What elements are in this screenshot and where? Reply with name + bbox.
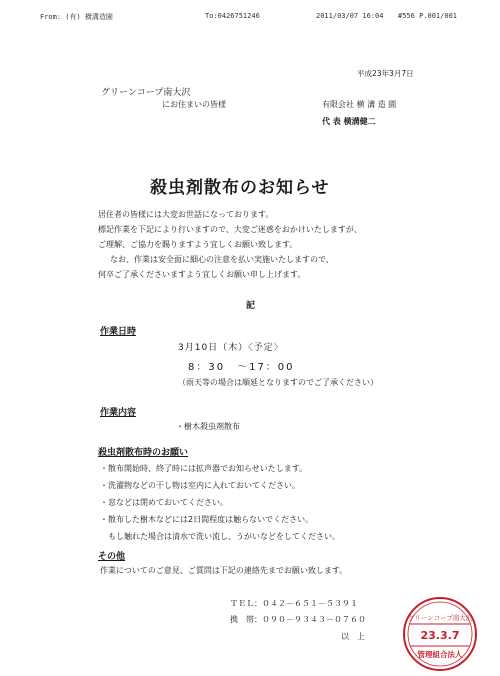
sender-company: 有限会社 横 溝 造 園: [322, 100, 397, 109]
schedule-note: （雨天等の場合は順延となりますのでご了承ください）: [178, 378, 378, 387]
stamp-line-1: グリーンコープ南大沢: [407, 614, 473, 622]
intro-line-3: ご理解、ご協力を賜りますよう宜しくお願い致します。: [98, 240, 298, 249]
management-association-stamp: [402, 596, 478, 672]
intro-line-4: なお、作業は安全面に細心の注意を払い実施いたしますので、: [110, 255, 334, 264]
request-item-3: ・窓などは閉めておいてください。: [100, 498, 228, 507]
fax-from: From: (有) 横溝造園: [40, 13, 113, 21]
fax-datetime: 2011/03/07 16:04: [316, 12, 384, 20]
request-item-1: ・散布開始時、終了時には拡声器でお知らせいたします。: [100, 464, 308, 473]
intro-line-5: 何卒ご了承くださいますよう宜しくお願い申し上げます。: [98, 270, 306, 279]
schedule-heading: 作業日時: [100, 327, 137, 337]
other-text: 作業についてのご意見、ご質問は下記の連絡先までお願い致します。: [100, 566, 348, 575]
stamp-seal-icon: [402, 596, 478, 672]
ki-heading: 記: [246, 301, 256, 311]
schedule-date: 3月10日（木）〈予定〉: [178, 343, 284, 353]
fax-to: To:0426751246: [205, 12, 260, 20]
contact-mobile: 携 帯：０９０－９３４３－０７６０: [230, 615, 366, 624]
requests-heading: 殺虫剤散布時のお願い: [98, 448, 189, 458]
document-date: 平成23年3月7日: [357, 69, 414, 78]
fax-page: #556 P.001/001: [398, 12, 458, 20]
work-item: ・樹木殺虫剤散布: [176, 422, 240, 431]
recipient-greeting: にお住まいの皆様: [162, 100, 226, 109]
stamp-line-2: 23.3.7: [420, 629, 460, 642]
request-item-4: ・散布した樹木などには2日間程度は触らないでください。: [100, 515, 314, 524]
other-heading: その他: [98, 552, 126, 562]
request-item-5: もし触れた場合は清水で洗い流し、うがいなどをしてください。: [108, 532, 340, 541]
page-title: 殺虫剤散布のお知らせ: [150, 178, 330, 198]
work-heading: 作業内容: [100, 408, 137, 418]
recipient-name: グリーンコープ南大沢: [101, 88, 191, 98]
schedule-time: 8：30 ～17：00: [188, 362, 295, 373]
request-item-2: ・洗濯物などの干し物は室内に入れておいてください。: [100, 481, 300, 490]
contact-end: 以 上: [341, 632, 365, 641]
sender-representative: 代 表 横溝健二: [322, 117, 376, 126]
intro-line-1: 居住者の皆様には大変お世話になっております。: [98, 210, 274, 219]
stamp-line-3: 管理組合法人: [417, 650, 463, 659]
intro-line-2: 標記作業を下記により行いますので、大変ご迷惑をおかけいたしますが、: [98, 225, 362, 234]
contact-tel: ＴＥＬ：０４２－６５１－５３９１: [230, 599, 358, 608]
